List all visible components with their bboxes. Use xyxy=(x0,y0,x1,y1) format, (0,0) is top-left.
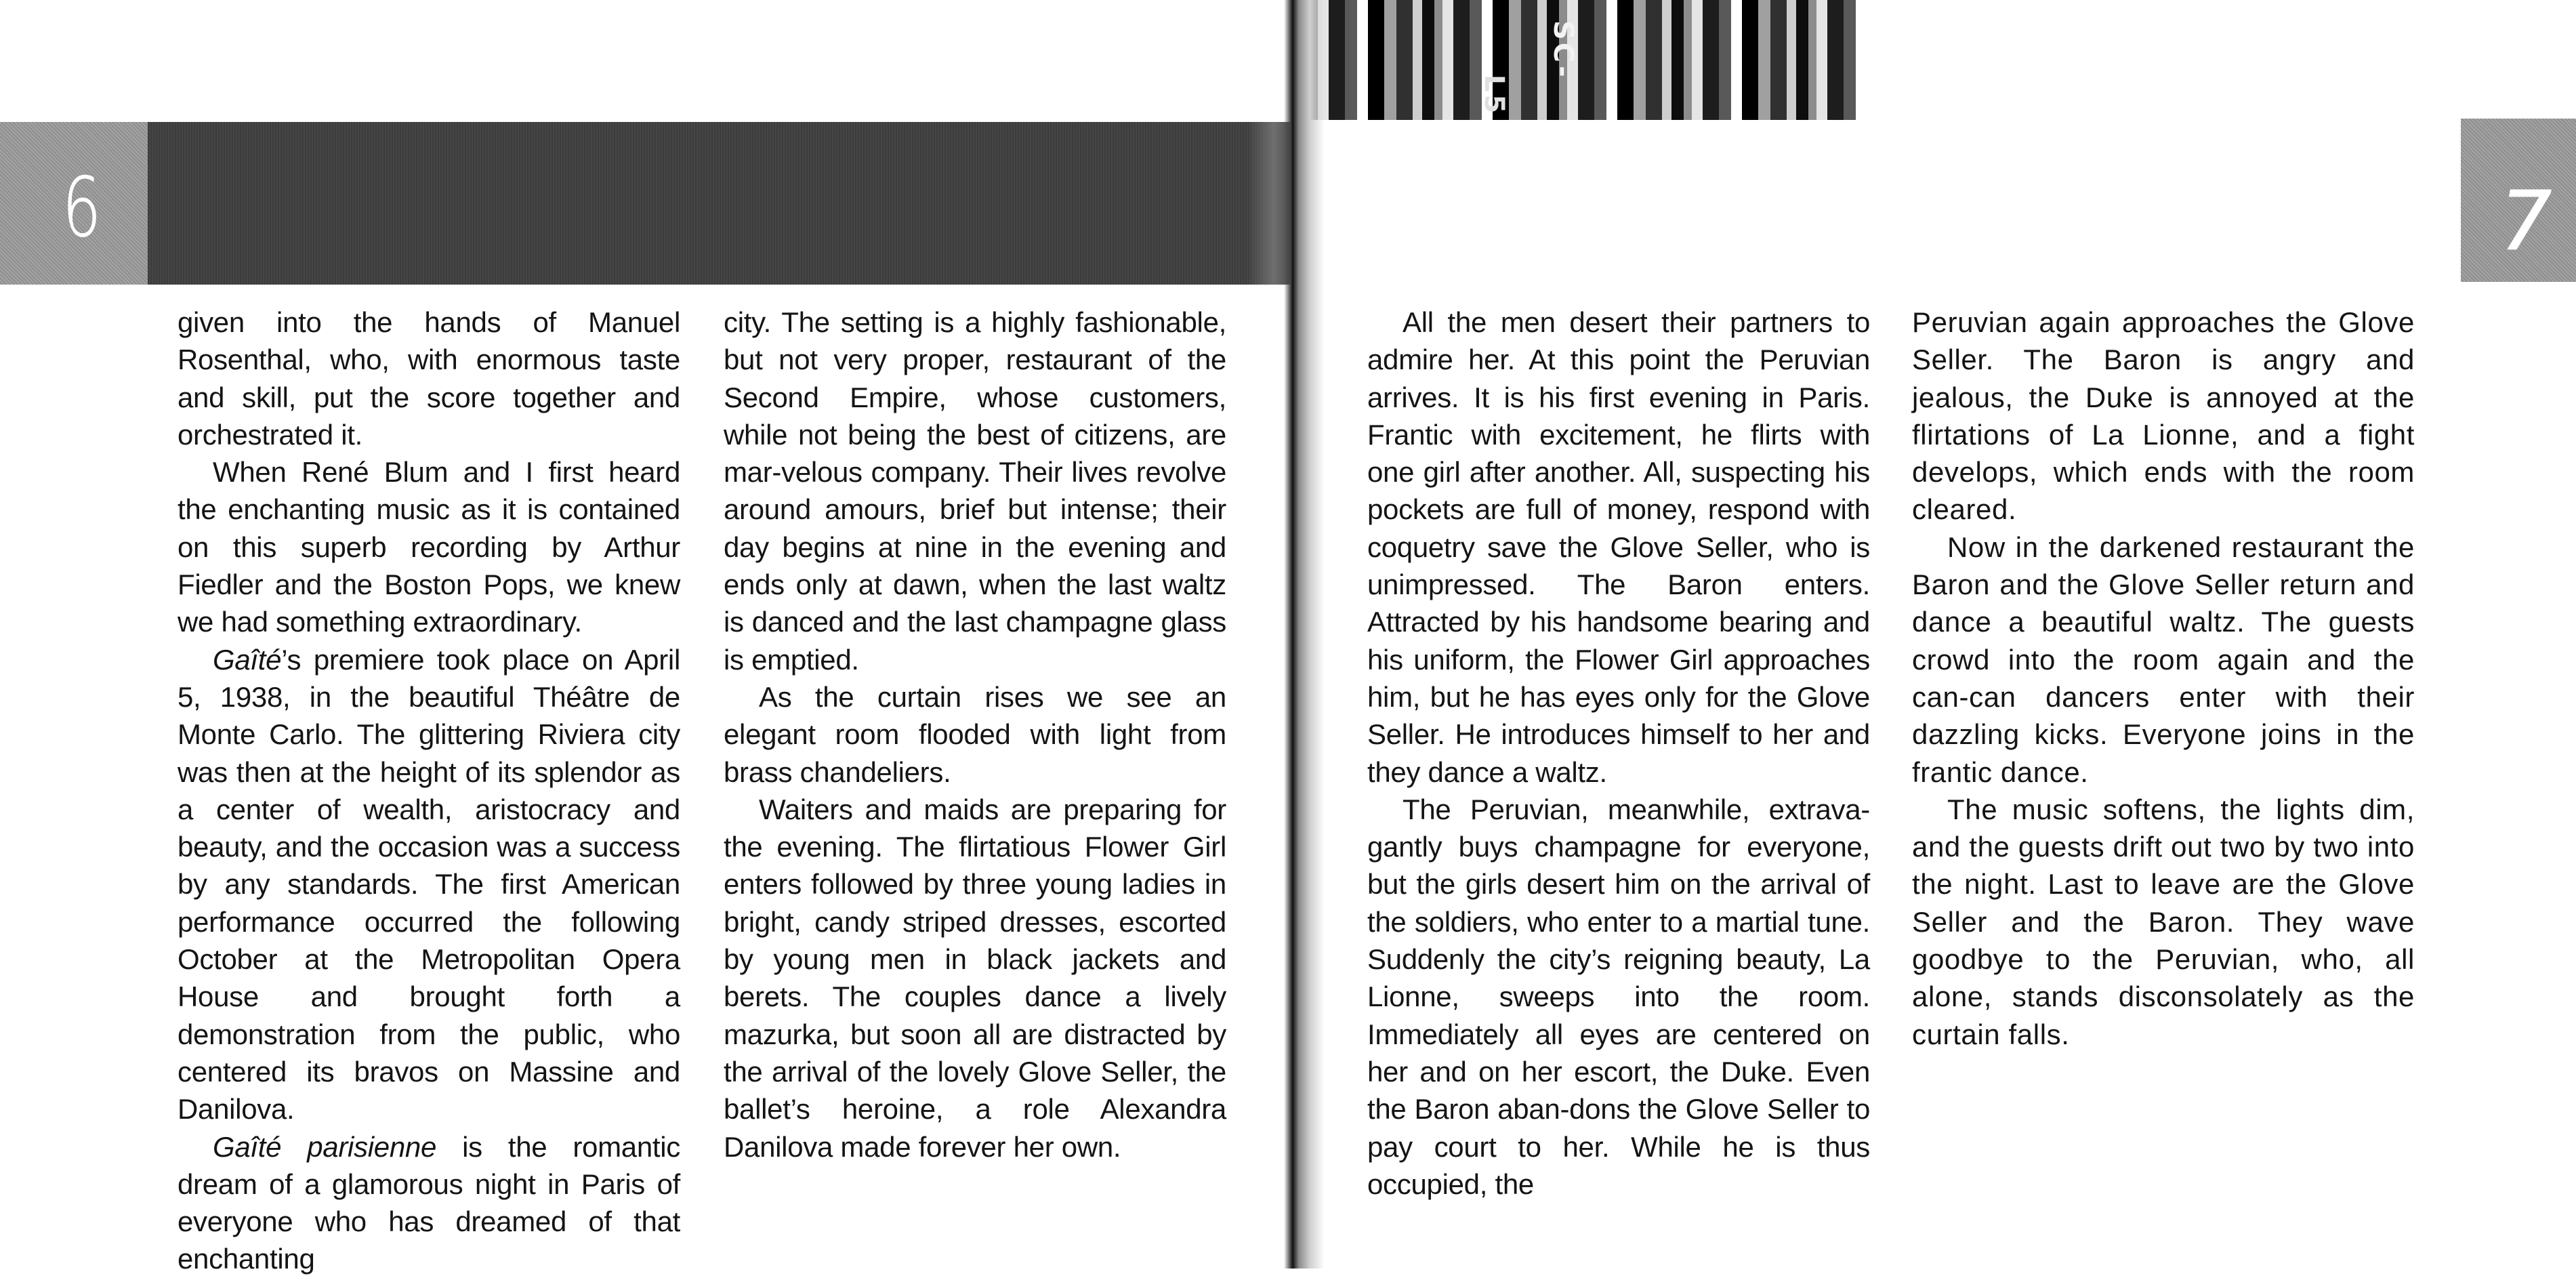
text-column xyxy=(178,304,680,1278)
text-column xyxy=(724,304,1226,1166)
paragraph xyxy=(724,304,1226,678)
paragraph xyxy=(1367,791,1870,1203)
photo-spine-label: SC- xyxy=(1547,20,1579,80)
paragraph-text: Peruvian again approaches the Glove Seller. The Baron is angry and jealous, the Duke is annoyed at the flirtations of La Lionne, and a fight develops, which ends with the room cleared. xyxy=(1912,306,2415,526)
italic-title-text: Gaîté parisienne xyxy=(213,1130,437,1163)
paragraph xyxy=(1912,529,2415,791)
paragraph-text: The Peruvian, meanwhile, extrava-gantly buys champagne for everyone, but the girls desert him on the arrival of the soldiers, who enter to a martial tune. Suddenly the city’s reigning beauty, La Lionne, sweeps into the room. Immediately all eyes are centered on her and on her escort, the Duke. Even the Baron aban-dons the Glove Seller to pay court to her. While he is thus occupied, the xyxy=(1367,793,1870,1200)
text-column xyxy=(1367,304,1870,1203)
book-spine-gutter xyxy=(1284,0,1325,1269)
paragraph-text: Waiters and maids are preparing for the evening. The flirtatious Flower Girl enters followed by three young ladies in bright, candy striped dresses, escorted by young men in black jackets and berets. The couples dance a lively mazurka, but soon all are distracted by the arrival of the lovely Glove Seller, the ballet’s heroine, a role Alexandra Danilova made forever her own. xyxy=(724,793,1226,1163)
paragraph-text: All the men desert their partners to admire her. At this point the Peruvian arrives. It is his first evening in Paris. Frantic with excitement, he flirts with one girl after another. All, suspecting his pockets are full of money, respond with coquetry save the Glove Seller, who is unimpressed. The Baron enters. Attracted by his handsome bearing and his uniform, the Flower Girl approaches him, but he has eyes only for the Glove Seller. He introduces himself to her and they dance a waltz. xyxy=(1367,306,1870,788)
paragraph-text: city. The setting is a highly fashionable, but not very proper, restaurant of the Second Empire, whose customers, while not being the best of citizens, are mar-velous company. Their lives revolve around amours, brief but intense; their day begins at nine in the evening and ends only at dawn, when the last waltz is danced and the last champagne glass is emptied. xyxy=(724,306,1226,676)
paragraph-text: As the curtain rises we see an elegant room flooded with light from brass chandeliers. xyxy=(724,680,1226,788)
paragraph xyxy=(724,791,1226,1166)
paragraph-text: When René Blum and I first heard the enchanting music as it is contained on this superb recording by Arthur Fiedler and the Boston Pops, we knew we had something extraordinary. xyxy=(178,456,680,638)
paragraph-text: Now in the darkened restaurant the Baron and the Glove Seller return and dance a beautiful waltz. The guests crowd into the room again and the can-can dancers enter with their dazzling kicks. Everyone joins in the frantic dance. xyxy=(1912,531,2415,788)
page-number-right: 7 xyxy=(2500,175,2552,269)
paragraph xyxy=(178,453,680,640)
paragraph-text: ’s premiere took place on April 5, 1938, in the beautiful Théâtre de Monte Carlo. The glittering Riviera city was then at the height of its splendor as a center of wealth, aristocracy and beauty, and the occasion was a success by any standards. The first American performance occurred the following October at the Metropolitan Opera House and brought forth a demonstration from the public, who centered its bravos on Massine and Danilova. xyxy=(178,643,680,1126)
page-number-left: 6 xyxy=(62,161,102,255)
paragraph xyxy=(178,641,680,1128)
paragraph xyxy=(1912,304,2415,529)
paragraph xyxy=(1367,304,1870,791)
paragraph-text: The music softens, the lights dim, and the guests drift out two by two into the night. Last to leave are the Glove Seller and the Baron. They wave goodbye to the Peruvian, who, all alone, stands disconsolately as the curtain falls. xyxy=(1912,793,2415,1050)
paragraph-text: is the romantic dream of a glamorous night in Paris of everyone who has dreamed of that enchanting xyxy=(178,1130,680,1275)
paragraph xyxy=(724,678,1226,791)
photo-spine-label: L5 xyxy=(1478,75,1510,117)
italic-title-text: Gaîté xyxy=(213,643,282,676)
paragraph-text: given into the hands of Manuel Rosenthal, who, with enormous taste and skill, put the score together and orchestrated it. xyxy=(178,306,680,451)
record-spines-photo xyxy=(1297,0,1867,120)
paragraph xyxy=(178,304,680,453)
paragraph xyxy=(1912,791,2415,1053)
paragraph xyxy=(178,1128,680,1278)
header-band xyxy=(0,122,1292,285)
text-column xyxy=(1912,304,2415,1053)
